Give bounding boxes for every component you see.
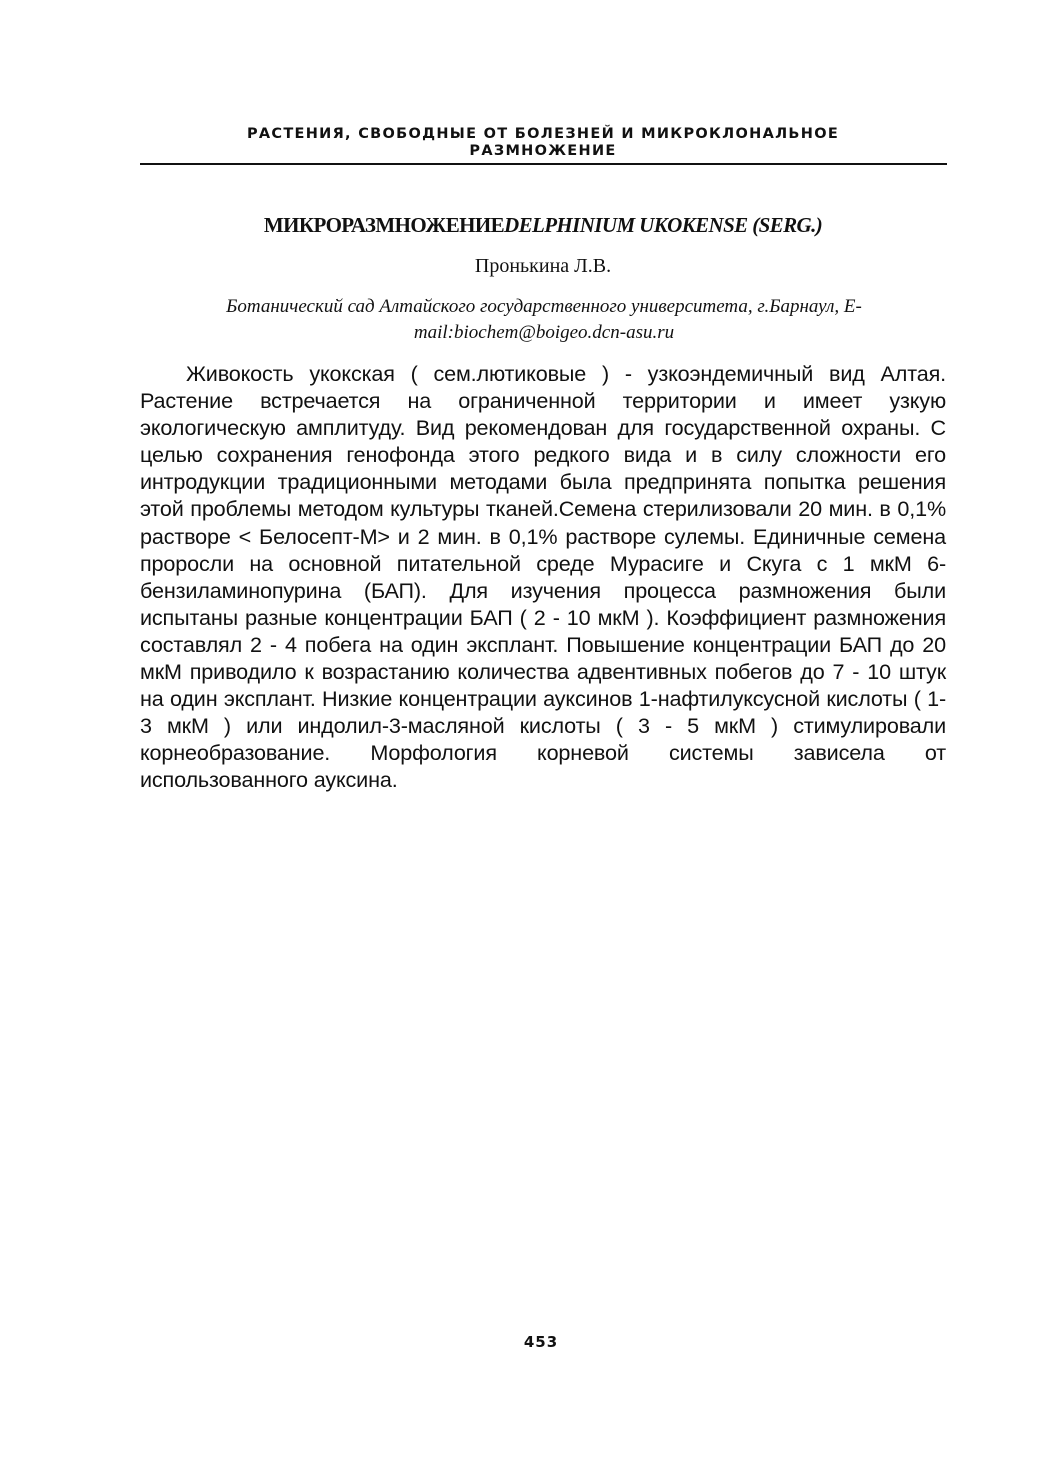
running-header-line-1: РАСТЕНИЯ, СВОБОДНЫЕ ОТ БОЛЕЗНЕЙ И МИКРОКЛОНАЛЬНОЕ	[246, 126, 840, 142]
running-header	[140, 126, 946, 160]
article-title	[140, 212, 946, 238]
header-divider	[140, 163, 947, 165]
page-number: 453	[523, 1333, 559, 1351]
article-title-latin: DELPHINIUM UKOKENSE (SERG.)	[504, 213, 823, 237]
article-author: Пронькина Л.В.	[474, 255, 612, 277]
article-body: Живокость укокская ( сем.лютиковые ) - узкоэндемичный вид Алтая. Растение встречается на ограниченной территории и имеет узкую экологическую амплитуду. Вид рекомендован для государственной охраны. С целью сохранения генофонда этого редкого вида и в силу сложности его интродукции традиционными методами была предпринята попытка решения этой проблемы методом культуры тканей.Семена стерилизовали 20 мин. в 0,1% растворе < Белосепт-М> и 2 мин. в 0,1% растворе сулемы. Единичные семена проросли на основной питательной среде Мурасиге и Скуга с 1 мкМ 6-бензиламинопурина (БАП). Для изучения процесса размножения были испытаны разные концентрации БАП ( 2 - 10 мкМ ). Коэффициент размножения составлял 2 - 4 побега на один эксплант. Повышение концентрации БАП до 20 мкМ приводило к возрастанию количества адвентивных побегов до 7 - 10 штук на один эксплант. Низкие концентрации ауксинов 1-нафтилуксусной кислоты ( 1-3 мкМ ) или индолил-3-масляной кислоты ( 3 - 5 мкМ ) стимулировали корнеобразование. Морфология корневой системы зависела от использованного ауксина.	[140, 361, 946, 793]
article-title-russian: МИКРОРАЗМНОЖЕНИЕ	[263, 213, 504, 237]
article-affiliation: Ботанический сад Алтайского государственного университета, г.Барнаул, E-mail:biochem@boigeo.dcn-asu.ru	[226, 296, 862, 343]
running-header-line-2: РАЗМНОЖЕНИЕ	[469, 143, 617, 159]
